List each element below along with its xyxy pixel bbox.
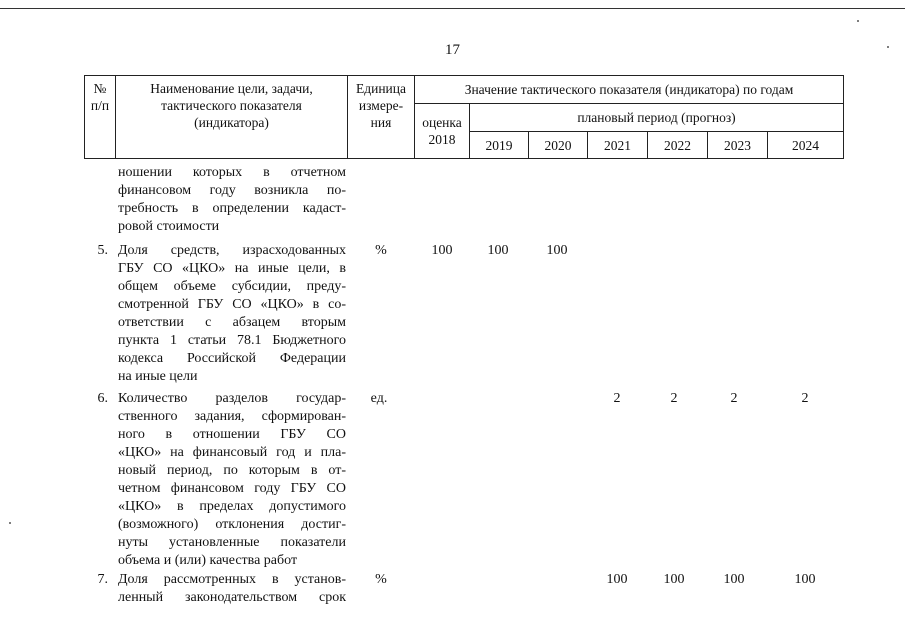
value-2023: 2 <box>730 391 738 406</box>
indicator-description: Количество разделов государ- ственного задания, сформирован- ного в отношении ГБУ СО «ЦКО» на финансовый год и пла- новый период, по которым в от- четном финансовом году ГБУ СО «ЦКО» в пределах допустимого (возможного) отклонения достиг- нуты установленные показатели объема и (или) качества работ <box>118 391 346 568</box>
indicator-description: ношении которых в отчетном финансовом году возникла по- требность в определении кадаст- ровой стоимости <box>118 165 346 234</box>
value-2022: 100 <box>663 572 685 587</box>
unit-value: ед. <box>370 391 388 406</box>
row-number: 5. <box>97 243 108 258</box>
indicator-description: Доля средств, израсходованных ГБУ СО «ЦКО» на иные цели, в общем объеме субсидии, преду- смотренной ГБУ СО «ЦКО» в со- ответствии с абзацем вторым пункта 1 статьи 78.1 Бюджетного кодекса Российской Федерации на иные цели <box>118 243 346 384</box>
unit-value: % <box>375 572 387 587</box>
value-2021: 2 <box>613 391 621 406</box>
value-2024: 2 <box>801 391 809 406</box>
header-year-2023: 2023 <box>707 131 768 159</box>
value-2022: 2 <box>670 391 678 406</box>
page-number: 17 <box>445 42 460 58</box>
value-2020: 100 <box>546 243 568 258</box>
scan-top-edge <box>0 8 905 9</box>
header-num: № п/п <box>84 75 116 159</box>
header-year-2024: 2024 <box>767 131 844 159</box>
unit-value: % <box>375 243 387 258</box>
header-name: Наименование цели, задачи, тактического показателя (индикатора) <box>115 75 348 159</box>
header-planned-period: плановый период (прогноз) <box>469 103 844 132</box>
value-2024: 100 <box>794 572 816 587</box>
row-number: 7. <box>97 572 108 587</box>
indicator-description: Доля рассмотренных в установ- ленный законодательством срок <box>118 572 346 605</box>
header-unit: Единица измере- ния <box>347 75 415 159</box>
header-values-title: Значение тактического показателя (индикатора) по годам <box>414 75 844 104</box>
value-2021: 100 <box>606 572 628 587</box>
header-year-2021: 2021 <box>587 131 648 159</box>
header-year-2022: 2022 <box>647 131 708 159</box>
header-year-2020: 2020 <box>528 131 588 159</box>
value-2019: 100 <box>487 243 509 258</box>
row-number: 6. <box>97 391 108 406</box>
header-estimate: оценка 2018 <box>414 103 470 159</box>
scan-speck <box>887 46 889 48</box>
value-2018: 100 <box>431 243 453 258</box>
scan-speck <box>9 522 11 524</box>
header-year-2019: 2019 <box>469 131 529 159</box>
scan-speck <box>857 20 859 22</box>
value-2023: 100 <box>723 572 745 587</box>
